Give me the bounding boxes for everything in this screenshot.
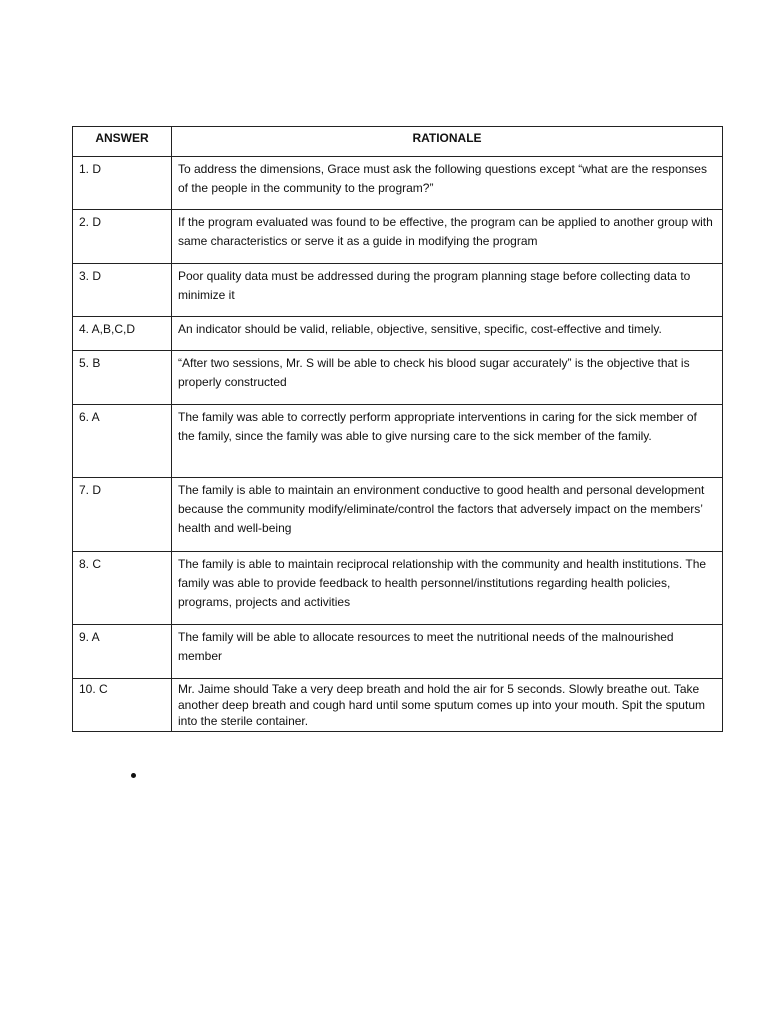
answer-rationale-table — [72, 126, 723, 732]
answer-cell: 9. A — [73, 625, 172, 679]
table-row — [73, 552, 723, 625]
rationale-column-header: RATIONALE — [172, 127, 723, 157]
answer-cell: 3. D — [73, 264, 172, 317]
rationale-cell: The family is able to maintain an environment conductive to good health and personal development because the community modify/eliminate/control the factors that adversely impact on the members’ health and well-being — [172, 478, 723, 552]
table-row — [73, 351, 723, 405]
rationale-cell: The family was able to correctly perform appropriate interventions in caring for the sick member of the family, since the family was able to give nursing care to the sick member of the family. — [172, 405, 723, 478]
rationale-cell: The family is able to maintain reciprocal relationship with the community and health institutions. The family was able to provide feedback to health personnel/institutions regarding health policies, programs, projects and activities — [172, 552, 723, 625]
answer-cell: 8. C — [73, 552, 172, 625]
table-header-row — [73, 127, 723, 157]
rationale-cell: “After two sessions, Mr. S will be able to check his blood sugar accurately” is the objective that is properly constructed — [172, 351, 723, 405]
table-row — [73, 679, 723, 732]
rationale-cell: The family will be able to allocate resources to meet the nutritional needs of the malnourished member — [172, 625, 723, 679]
answer-cell: 1. D — [73, 157, 172, 210]
answer-cell: 6. A — [73, 405, 172, 478]
answer-cell: 4. A,B,C,D — [73, 317, 172, 351]
rationale-cell: If the program evaluated was found to be effective, the program can be applied to another group with same characteristics or serve it as a guide in modifying the program — [172, 210, 723, 264]
table-row — [73, 405, 723, 478]
answer-column-header: ANSWER — [73, 127, 172, 157]
answer-cell: 5. B — [73, 351, 172, 405]
table-row — [73, 210, 723, 264]
table-row — [73, 264, 723, 317]
table-row — [73, 478, 723, 552]
rationale-cell: An indicator should be valid, reliable, objective, sensitive, specific, cost-effective and timely. — [172, 317, 723, 351]
answer-cell: 10. C — [73, 679, 172, 732]
rationale-cell: To address the dimensions, Grace must ask the following questions except “what are the responses of the people in the community to the program?” — [172, 157, 723, 210]
answer-cell: 7. D — [73, 478, 172, 552]
table-row — [73, 157, 723, 210]
table-row — [73, 317, 723, 351]
rationale-cell: Poor quality data must be addressed during the program planning stage before collecting data to minimize it — [172, 264, 723, 317]
bullet-point — [131, 773, 136, 778]
answer-cell: 2. D — [73, 210, 172, 264]
rationale-cell: Mr. Jaime should Take a very deep breath and hold the air for 5 seconds. Slowly breathe out. Take another deep breath and cough hard until some sputum comes up into your mouth. Spit the sputum into the sterile container. — [172, 679, 723, 732]
table-row — [73, 625, 723, 679]
